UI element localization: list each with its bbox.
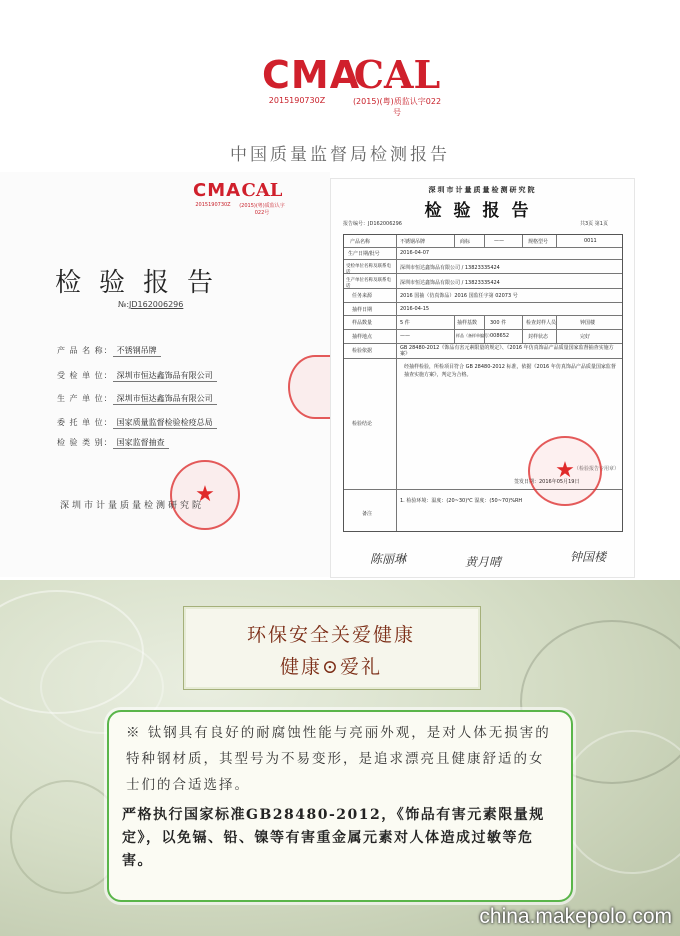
left-field-row [57, 393, 217, 405]
stamp-caption: （检验报告专用章） [574, 466, 620, 472]
row-cell: 0011 [584, 238, 597, 244]
row-label: 任务来源 [352, 293, 373, 299]
report-no-value: JD162006296 [129, 300, 184, 309]
description-paragraph-1: ※ 钛钢具有良好的耐腐蚀性能与亮丽外观，是对人体无损害的特种钢材质，其型号为不易变形，是追求漂亮且健康舒适的女士们的合适选择。 [126, 725, 551, 793]
row-value: 2016-04-15 [400, 306, 430, 312]
left-cma-code: 2015190730Z [195, 202, 231, 208]
row-value: 深圳市恒达鑫饰品有限公司 / 13823335424 [400, 265, 500, 271]
field-value: 不锈钢吊牌 [113, 345, 161, 357]
star-icon: ★ [555, 458, 575, 483]
row-label: 备注 [362, 511, 373, 517]
row-value: 5 件 [400, 320, 410, 326]
cal-code: (2015)(粤)质监认字022号 [352, 97, 442, 117]
site-watermark: china.makepolo.com [479, 905, 672, 928]
left-field-row [57, 370, 217, 382]
row-cell: 规格型号 [528, 239, 549, 245]
right-report-title: 检验报告 [424, 201, 541, 221]
row-value: 2016-04-07 [400, 250, 430, 256]
row-cell: 样品（备样单编号） [456, 333, 492, 338]
right-page-number: 共3页 第1页 [580, 221, 608, 227]
cal-logo-mark: CAL [353, 52, 441, 97]
field-label: 受 检 单 位： [57, 371, 113, 380]
row-label: 生产单位名称及联系电话 [346, 278, 391, 289]
slogan-line-1: 环保安全关爱健康 [246, 624, 415, 646]
row-label: 样品数量 [352, 320, 373, 326]
row-label: 受检单位名称及联系电话 [346, 264, 391, 275]
row-label: 检验依据 [352, 348, 373, 354]
row-value: —— [400, 333, 410, 339]
left-cal-mark: CAL [241, 180, 283, 201]
left-cma-mark: CMA [193, 180, 242, 201]
row-label: 产品名称 [350, 239, 371, 245]
left-field-row [57, 345, 161, 357]
row-value: 2016 国抽（仿真饰品）2016 国监任字第 02073 号 [400, 293, 518, 299]
row-cell: 检查封样人员 [526, 320, 557, 326]
row-cell: 300 件 [490, 320, 507, 326]
field-value: 国家质量监督检验检疫总局 [113, 417, 217, 429]
row-cell: 008652 [490, 333, 510, 339]
cma-logo [262, 53, 361, 105]
description-paragraph-2: 严格执行国家标准GB28480-2012，《饰品有害元素限量规定》，以免镉、铅、镍等有害重金属元素对人体造成过敏等危害。 [122, 807, 545, 869]
issue-date: 签发日期：2016年05月19日 [514, 479, 580, 485]
row-cell: 抽样基数 [457, 320, 478, 326]
right-red-seal [528, 436, 602, 506]
report-no-label: №: [118, 300, 130, 309]
cma-code: 2015190730Z [268, 96, 326, 105]
row-label: 抽样日期 [352, 307, 373, 313]
row-value: 深圳市恒达鑫饰品有限公司 / 13823335424 [400, 280, 500, 286]
cma-logo-mark: CMA [262, 53, 361, 97]
left-issuer: 深圳市计量质量检测研究院 [60, 501, 205, 511]
field-label: 委 托 单 位： [57, 418, 113, 427]
left-field-row [57, 437, 169, 449]
row-label: 生产日期/批号 [348, 251, 380, 257]
row-value: 1. 检验环境：温度：(20~30)℃ 湿度：(50~70)%RH [400, 498, 523, 504]
row-label: 抽样地点 [352, 334, 373, 340]
row-cell: —— [494, 238, 504, 244]
field-value: 深圳市恒达鑫饰品有限公司 [113, 370, 217, 382]
row-cell: 商标 [460, 239, 471, 245]
row-cell: 封样状态 [528, 334, 549, 340]
row-cell: 钟国楼 [580, 320, 596, 326]
left-cma-logo [193, 180, 242, 208]
row-value: 经抽样检验，所检项目符合 GB 28480-2012 标准，依据《2016 年仿真饰品产品质量国家监督抽查实施方案》，判定为合格。 [404, 364, 616, 378]
row-label: 检验结论 [352, 421, 373, 427]
left-field-row [57, 417, 217, 429]
right-report-number: 报告编号：JD162006296 [343, 221, 402, 227]
signature-3: 钟国楼 [570, 550, 607, 564]
field-label: 产 品 名 称： [57, 346, 113, 355]
star-icon: ★ [195, 482, 215, 507]
left-cal-code: (2015)(粤)质监认字022号 [239, 203, 285, 216]
signature-2: 黄月晴 [465, 555, 502, 569]
row-value: GB 28480-2012《饰品有害元素限量的规定》、《2016 年仿真饰品产品质量国家监督抽查实施方案》 [400, 345, 614, 357]
left-red-seal [170, 460, 240, 530]
section-title: 中国质量监督局检测报告 [230, 145, 450, 165]
right-institute: 深圳市计量质量检测研究院 [428, 186, 537, 194]
left-cal-logo [237, 182, 287, 216]
row-value: 不锈钢吊牌 [400, 239, 426, 245]
row-cell: 完好 [580, 334, 591, 340]
field-label: 检 验 类 别： [57, 438, 113, 447]
left-report-title: 检验报告 [55, 268, 232, 298]
left-report-number [118, 300, 183, 309]
cal-logo [352, 52, 442, 118]
signature-1: 陈丽琳 [370, 552, 407, 566]
field-value: 国家监督抽查 [113, 437, 169, 449]
slogan-line-2: 健康⊙爱礼 [280, 656, 382, 678]
field-label: 生 产 单 位： [57, 394, 113, 403]
field-value: 深圳市恒达鑫饰品有限公司 [113, 393, 217, 405]
